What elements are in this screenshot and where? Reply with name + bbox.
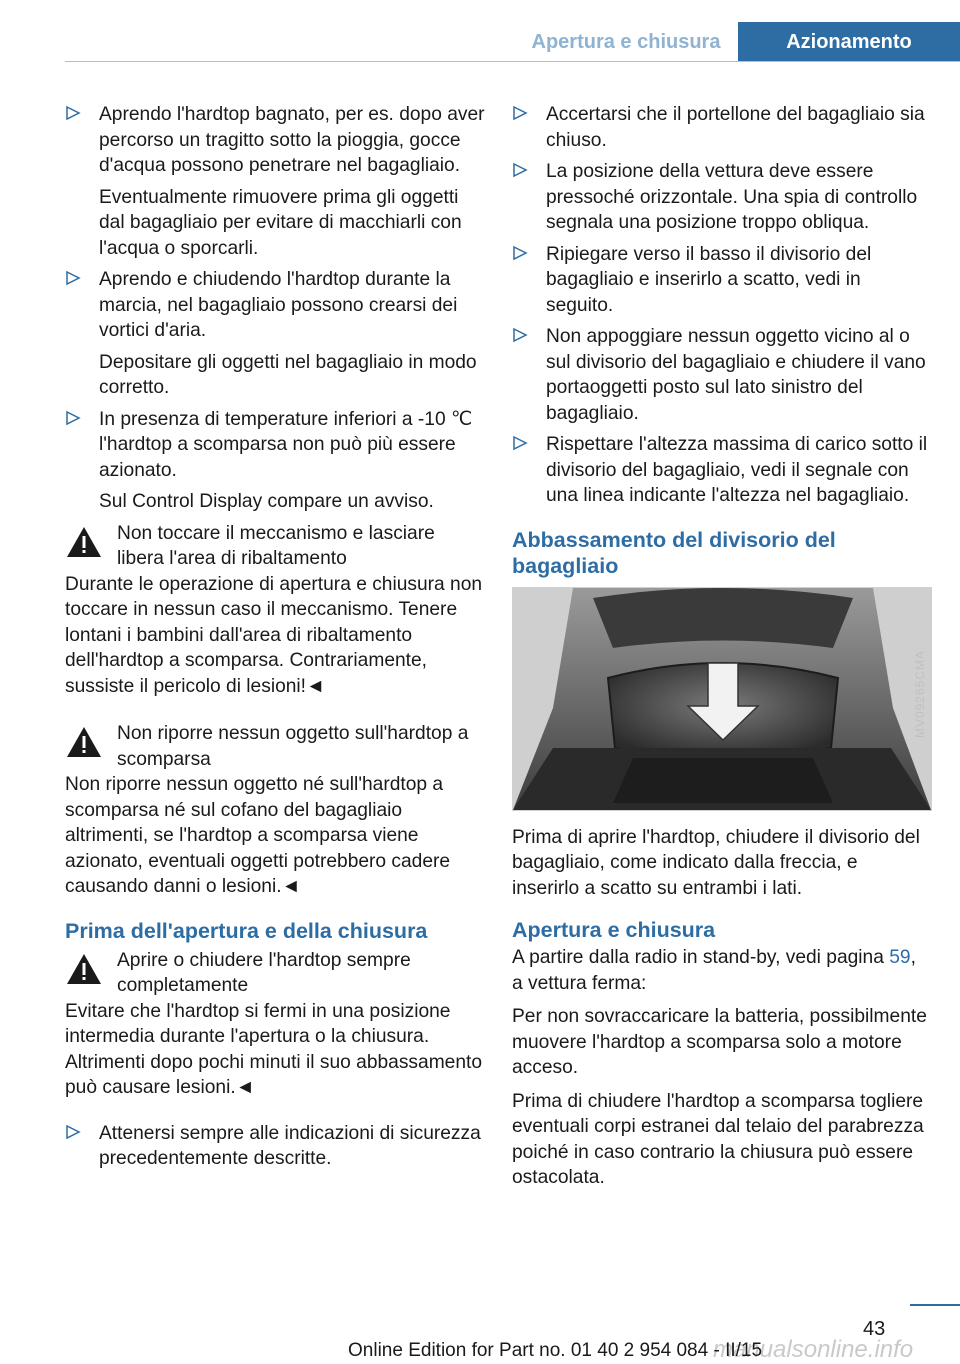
list-item-note: Eventualmente rimuovere prima gli oggetti dal bagagliaio per evitare di macchiarli con l'acqua o sporcarli. xyxy=(99,186,462,259)
list-item xyxy=(65,1121,485,1172)
bullet-triangle-icon xyxy=(512,434,530,452)
warning-box xyxy=(65,521,485,572)
list-item xyxy=(65,267,485,401)
bullet-triangle-icon xyxy=(65,1123,83,1141)
bullet-triangle-icon xyxy=(65,269,83,287)
paragraph: Per non sovraccaricare la batteria, possibilmente muovere l'hardtop a scomparsa solo a motore acceso. xyxy=(512,1006,927,1078)
list-item-text: Ripiegare verso il basso il divisorio del bagagliaio e inserirlo a scatto, vedi in seguito. xyxy=(546,243,872,316)
list-item xyxy=(65,407,485,515)
list-item xyxy=(512,432,930,509)
page-number: 43 xyxy=(863,1318,886,1340)
warning-icon xyxy=(65,525,103,559)
bullet-triangle-icon xyxy=(65,104,83,122)
list-item-text: La posizione della vettura deve essere pressoché orizzontale. Una spia di controllo segnala una posizione troppo obliqua. xyxy=(546,161,918,233)
section-heading: Abbassamento del divisorio del bagagliaio xyxy=(512,527,836,578)
warning-title: Non riporre nessun oggetto sull'hardtop a scomparsa xyxy=(117,723,469,770)
warning-title: Aprire o chiudere l'hardtop sempre completamente xyxy=(117,949,411,996)
paragraph-text: A partire dalla radio in stand-by, vedi pagina xyxy=(512,947,890,968)
bullet-triangle-icon xyxy=(512,161,530,179)
list-item-text: Aprendo l'hardtop bagnato, per es. dopo aver percorso un tragitto sotto la pioggia, gocce d'acqua possono penetrare nel bagagliaio. xyxy=(99,104,485,176)
list-item xyxy=(512,242,930,319)
section-heading: Prima dell'apertura e della chiusura xyxy=(65,918,428,943)
left-column xyxy=(65,102,485,1178)
list-item xyxy=(512,324,930,426)
warning-body: Non riporre nessun oggetto né sull'hardtop a scomparsa né sul cofano del bagagliaio altrimenti, se l'hardtop a scomparsa viene azionato, eventuali oggetti potrebbero cadere causando danni o lesioni.◄ xyxy=(65,774,451,897)
paragraph-text: , a vettura ferma: xyxy=(512,947,916,994)
warning-body: Evitare che l'hardtop si fermi in una posizione intermedia durante l'apertura o la chiusura. Altrimenti dopo pochi minuti il suo abbassamento può causare lesioni.◄ xyxy=(65,1000,483,1098)
section-heading: Apertura e chiusura xyxy=(512,918,716,942)
warning-box xyxy=(65,721,485,772)
bullet-triangle-icon xyxy=(512,326,530,344)
trunk-illustration xyxy=(513,588,931,810)
footer-rule xyxy=(910,1304,960,1306)
list-item-text: Non appoggiare nessun oggetto vicino al o sul divisorio del bagagliaio e chiudere il vano portaoggetti posto sul lato sinistro del bagagliaio. xyxy=(546,326,926,424)
warning-title: Non toccare il meccanismo e lasciare libera l'area di ribaltamento xyxy=(117,522,435,569)
list-item xyxy=(512,102,930,153)
bullet-triangle-icon xyxy=(512,104,530,122)
watermark: manualsonline.info xyxy=(713,1336,914,1363)
section-tab: Apertura e chiusura xyxy=(517,22,735,62)
bullet-triangle-icon xyxy=(65,409,83,427)
list-item-note: Depositare gli oggetti nel bagagliaio in modo corretto. xyxy=(99,351,477,398)
warning-icon xyxy=(65,952,103,986)
right-column xyxy=(512,102,930,1199)
list-item-text: In presenza di temperature inferiori a -10 ℃ l'hardtop a scomparsa non può più essere azionato. xyxy=(99,408,473,481)
trunk-divider-image xyxy=(512,587,932,811)
list-item xyxy=(512,159,930,236)
page-link[interactable]: 59 xyxy=(889,947,911,968)
figure-code: MV09265CMA xyxy=(912,649,927,738)
list-item-text: Accertarsi che il portellone del bagagliaio sia chiuso. xyxy=(546,104,925,151)
warning-box xyxy=(65,948,485,999)
list-item xyxy=(65,102,485,261)
list-item-text: Rispettare l'altezza massima di carico sotto il divisorio del bagagliaio, vedi il segnale con una linea indicante l'altezza nel bagagliaio. xyxy=(546,434,928,506)
paragraph: Prima di chiudere l'hardtop a scomparsa togliere eventuali corpi estranei dal telaio del parabrezza poiché in caso contrario la chiusura può essere ostacolata. xyxy=(512,1090,924,1188)
warning-body: Durante le operazione di apertura e chiusura non toccare in nessun caso il meccanismo. Tenere lontani i bambini dall'area di ribaltamento dell'hardtop a scomparsa. Contrariamente, sussiste il pericolo di lesioni!◄ xyxy=(65,573,483,697)
page-header xyxy=(0,0,960,62)
warning-icon xyxy=(65,725,103,759)
active-section-tab: Azionamento xyxy=(738,22,960,62)
list-item-text: Attenersi sempre alle indicazioni di sicurezza precedentemente descritte. xyxy=(99,1122,481,1169)
edition-footer: Online Edition for Part no. 01 40 2 954 084 - II/15 xyxy=(348,1340,763,1361)
header-rule xyxy=(65,61,960,62)
list-item-text: Aprendo e chiudendo l'hardtop durante la marcia, nel bagagliaio possono crearsi dei vortici d'aria. xyxy=(99,269,458,341)
paragraph xyxy=(512,945,930,996)
figure-caption: Prima di aprire l'hardtop, chiudere il divisorio del bagagliaio, come indicato dalla freccia, e inserirlo a scatto su entrambi i lati. xyxy=(512,826,920,899)
bullet-triangle-icon xyxy=(512,244,530,262)
list-item-note: Sul Control Display compare un avviso. xyxy=(99,491,434,512)
